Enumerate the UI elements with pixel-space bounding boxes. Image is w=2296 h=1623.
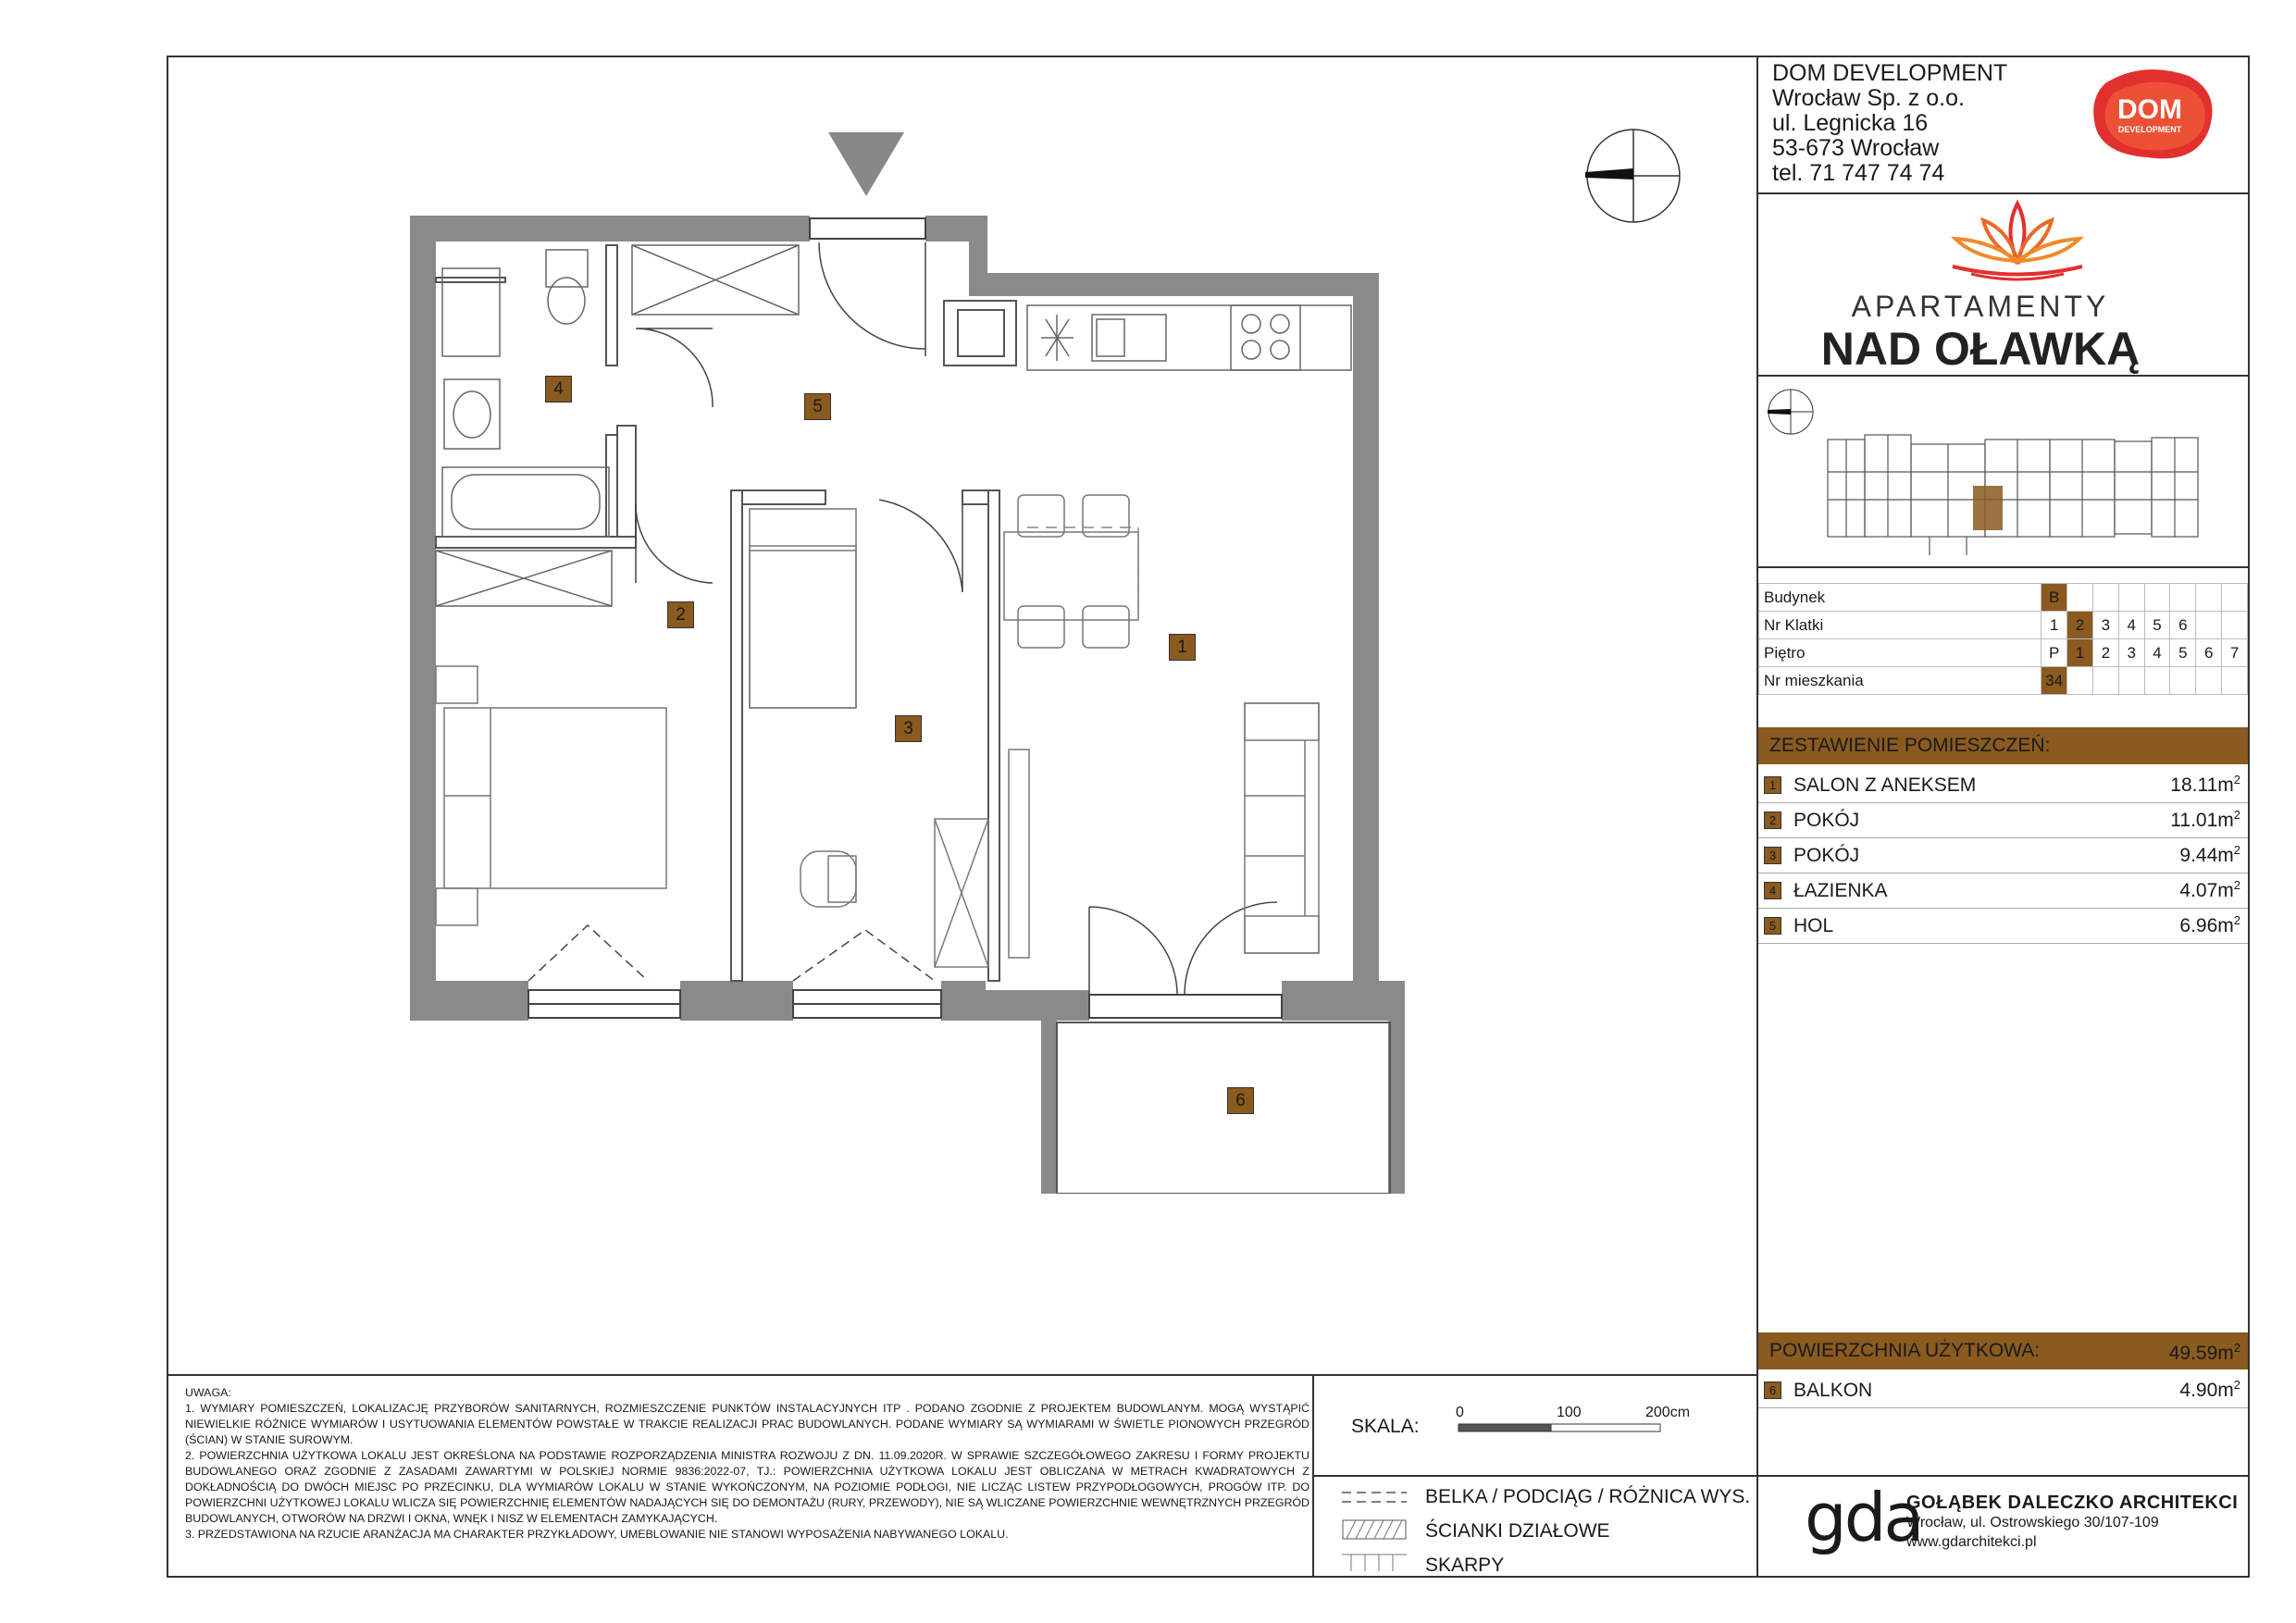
architect-logo: gda <box>1805 1479 1922 1556</box>
keyplan-compass-icon <box>1768 390 1813 434</box>
lotus-logo-icon <box>1939 194 2096 282</box>
room3-furniture <box>750 509 1029 967</box>
dom-development-logo <box>2087 65 2221 167</box>
pietro-cell: 5 <box>2170 639 2196 667</box>
key-plan <box>1763 384 2244 560</box>
architect-website: www.gdarchitekci.pl <box>1906 1534 2037 1550</box>
divider-architect <box>1756 1475 2250 1477</box>
room-number: 3 <box>1764 847 1781 864</box>
developer-company: Wrocław Sp. z o.o. <box>1772 85 1965 111</box>
plan-tag-room-6: 6 <box>1227 1087 1254 1114</box>
balcony-area: $4.90m^2$ <box>2179 1378 2240 1401</box>
scale-bar <box>1458 1422 1680 1435</box>
north-compass-icon <box>1578 120 1689 231</box>
scale-tick-0: 0 <box>1456 1405 1464 1420</box>
room-area: $4.07m^2$ <box>2179 878 2240 901</box>
logo-text-dom: DOM <box>2117 94 2182 125</box>
inner-walls <box>436 245 1016 981</box>
pietro-cell: 6 <box>2196 639 2222 667</box>
room-name: POKÓJ <box>1793 845 1860 866</box>
plan-tag-room-2: 2 <box>667 601 694 628</box>
usable-area-bar <box>1758 1332 2248 1369</box>
legend-reveal-icon <box>1342 1553 1407 1573</box>
developer-phone: tel. 71 747 74 74 <box>1772 160 1945 186</box>
room-area: $18.11m^2$ <box>2170 773 2240 796</box>
budynek-value: B <box>2042 584 2067 612</box>
pietro-cell: 4 <box>2144 639 2170 667</box>
klatka-cell: 3 <box>2092 612 2118 639</box>
scale-tick-100: 100 <box>1557 1405 1582 1420</box>
divider-keyplan <box>1756 566 2250 568</box>
plan-tag-room-3: 3 <box>895 715 922 742</box>
mieszkanie-value: 34 <box>2042 667 2067 695</box>
balcony-number: 6 <box>1764 1381 1781 1399</box>
room-row <box>1758 909 2248 944</box>
logo-text-development: DEVELOPMENT <box>2117 125 2182 134</box>
scale-label: SKALA: <box>1351 1416 1420 1437</box>
project-caption: APARTAMENTY <box>1851 290 2110 323</box>
budynek-label: Budynek <box>1759 584 2042 612</box>
developer-info <box>1772 61 2007 186</box>
room-row <box>1758 838 2248 873</box>
pietro-label: Piętro <box>1759 639 2042 667</box>
room-number: 4 <box>1764 882 1781 899</box>
floor-plan <box>398 120 1416 1194</box>
legend-partition-label: ŚCIANKI DZIAŁOWE <box>1425 1520 1610 1542</box>
architect-name: GOŁĄBEK DALECZKO ARCHITEKCI <box>1906 1493 2239 1513</box>
legend-beam-label: BELKA / PODCIĄG / RÓŻNICA WYS. <box>1425 1486 1751 1507</box>
architect-address: Wrocław, ul. Ostrowskiego 30/107-109 <box>1906 1515 2159 1530</box>
usable-area-value: $49.59m^2$ <box>2168 1341 2240 1364</box>
pietro-cell: P <box>2042 639 2067 667</box>
legend-beam-icon <box>1342 1488 1407 1506</box>
room-number: 2 <box>1764 812 1781 829</box>
project-name: NAD OŁAWKĄ <box>1820 323 2141 375</box>
rooms-header: ZESTAWIENIE POMIESZCZEŃ: <box>1758 727 2248 764</box>
divider-legend <box>1312 1475 1756 1477</box>
dining-set <box>1004 495 1138 648</box>
pietro-cell: 7 <box>2222 639 2248 667</box>
room-name: SALON Z ANEKSEM <box>1793 774 1977 796</box>
developer-city: 53-673 Wrocław <box>1772 135 1940 161</box>
entrance-arrow-icon <box>828 132 904 196</box>
developer-name: DOM DEVELOPMENT <box>1772 60 2008 86</box>
legend-partition-icon <box>1342 1519 1407 1540</box>
plan-tag-room-4: 4 <box>545 376 572 403</box>
usable-area-label: POWIERZCHNIA UŻYTKOWA: <box>1769 1340 2041 1361</box>
plan-tag-room-1: 1 <box>1169 634 1196 661</box>
divider-notes <box>167 1374 1756 1376</box>
row-klatki <box>1759 612 2248 639</box>
row-budynek <box>1759 584 2248 612</box>
balcony-name: BALKON <box>1793 1380 1873 1401</box>
pietro-cell: 3 <box>2118 639 2144 667</box>
room-area: $11.01m^2$ <box>2170 808 2240 831</box>
room-row <box>1758 873 2248 909</box>
room-name: HOL <box>1793 915 1834 936</box>
developer-street: ul. Legnicka 16 <box>1772 110 1929 136</box>
row-pietro <box>1759 639 2248 667</box>
kitchen-fixtures <box>1027 305 1351 370</box>
note-3: 3. PRZEDSTAWIONA NA RZUCIE ARANŻACJA MA CHARAKTER PRZYKŁADOWY, UMEBLOWANIE NIE STANOWI WYPOSAŻENIA NABYWANEGO LOKALU. <box>185 1528 1009 1541</box>
room-area: $6.96m^2$ <box>2179 913 2240 936</box>
outer-walls <box>410 216 1405 1194</box>
plan-tag-room-5: 5 <box>804 393 831 420</box>
room-number: 5 <box>1764 917 1781 935</box>
room-name: POKÓJ <box>1793 810 1860 831</box>
klatka-cell: 6 <box>2170 612 2196 639</box>
klatki-label: Nr Klatki <box>1759 612 2042 639</box>
klatka-cell: 5 <box>2144 612 2170 639</box>
room-name: ŁAZIENKA <box>1793 880 1888 901</box>
balcony-row <box>1758 1373 2248 1408</box>
room-number: 1 <box>1764 776 1781 794</box>
sofa <box>1245 703 1319 953</box>
door-swings <box>528 242 1277 995</box>
scale-tick-200: 200cm <box>1645 1405 1691 1420</box>
balcony-outline <box>1057 1022 1390 1194</box>
mieszkanie-label: Nr mieszkania <box>1759 667 2042 695</box>
bed <box>436 666 666 925</box>
room-row <box>1758 803 2248 838</box>
legend-reveal-label: SKARPY <box>1425 1555 1505 1576</box>
note-1: 1. WYMIARY POMIESZCZEŃ, LOKALIZACJĘ PRZYBORÓW SANITARNYCH, ROZMIESZCZENIE PUNKTÓW INSTALACYJNYCH ITP . PODANO ZGODNIE Z PROJEKTEM BUDOWLANYM. MOGĄ WYSTĄPIĆ NIEWIELKIE RÓŻNICE WYMIARÓW I USYTUOWANIA ELEMENTÓW POWSTAŁE W TRAKCIE REALIZACJI PRAC BUDOWLANYCH. PODANE WYMIARY SĄ WYMIARAMI W ŚWIETLE PIONOWYCH PRZEGRÓD (ŚCIAN) W STANIE SUROWYM. <box>185 1402 1309 1446</box>
apartment-highlight <box>1973 486 2003 530</box>
windows <box>528 218 1282 1018</box>
klatka-cell-selected: 2 <box>2067 612 2093 639</box>
klatka-cell: 1 <box>2042 612 2067 639</box>
building-outline <box>1828 435 2198 555</box>
note-2: 2. POWIERZCHNIA UŻYTKOWA LOKALU JEST OKREŚLONA NA PODSTAWIE ROZPORZĄDZENIA MINISTRA ROZWOJU Z DN. 11.09.2020R. W SPRAWIE SZCZEGÓŁOWEGO ZAKRESU I FORMY PROJEKTU BUDOWLANEGO ORAZ ZGODNIE Z ZASADAMI ZAWARTYMI W POLSKIEJ NORMIE 9836:2022-07, TJ.: POWIERZCHNIA UŻYTKOWA LOKALU JEST OBLICZANA W METRACH KWADRATOWYCH Z DOKŁADNOŚCIĄ DO DWÓCH MIEJSC PO PRZECINKU, DLA WYMIARÓW LOKALU W STANIE WYKOŃCZONYM, NA POZIOMIE PODŁOGI, NIE LICZĄC LISTEW PRZYPODŁOGOWYCH, PROGÓW ITP. DO POWIERZCHNI UŻYTKOWEJ LOKALU WLICZA SIĘ POWIERZCHNIĘ ELEMENTÓW NADAJĄCYCH SIĘ DO DEMONTAŻU (RURY, PRZEWODY), NIE SĄ WLICZANE POWIERZCHNIE WEWNĘTRZNYCH PRZEGRÓD BUDOWLANYCH, OTWORÓW NA DRZWI I OKNA, WNĘK I NISZ W ELEMENTACH ZAMYKAJĄCYCH. <box>185 1449 1309 1525</box>
pietro-cell: 2 <box>2092 639 2118 667</box>
room-area: $9.44m^2$ <box>2179 843 2240 866</box>
room-row <box>1758 768 2248 803</box>
klatka-cell: 4 <box>2118 612 2144 639</box>
location-table <box>1758 583 2248 695</box>
notes-title: UWAGA: <box>185 1386 231 1399</box>
row-mieszkanie <box>1759 667 2248 695</box>
pietro-cell-selected: 1 <box>2067 639 2093 667</box>
notes <box>185 1385 1309 1542</box>
